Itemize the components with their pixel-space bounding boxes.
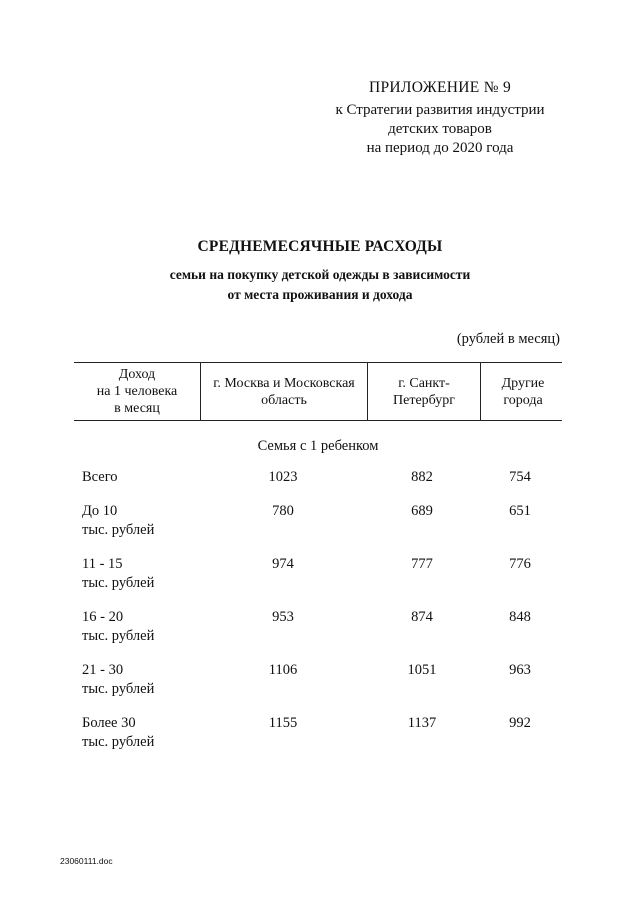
cell-spb: 1137 bbox=[407, 715, 437, 731]
table-row bbox=[74, 555, 562, 593]
row-label bbox=[74, 661, 200, 699]
row-label-line-1: До 10 bbox=[82, 503, 118, 519]
row-label-line-2: тыс. рублей bbox=[82, 575, 155, 591]
header-moscow bbox=[200, 363, 367, 420]
cell-spb: 777 bbox=[411, 556, 433, 572]
cell-other: 963 bbox=[509, 662, 531, 678]
header-other-line-1: Другие bbox=[501, 375, 545, 391]
row-label-line-2: тыс. рублей bbox=[82, 628, 155, 644]
header-other bbox=[480, 363, 565, 420]
row-label-line-1: Всего bbox=[82, 469, 118, 485]
row-label-line-2: тыс. рублей bbox=[82, 522, 155, 538]
cell-other: 651 bbox=[509, 503, 531, 519]
header-other-line-2: города bbox=[503, 392, 543, 408]
row-label-line-1: 11 - 15 bbox=[82, 556, 123, 572]
header-spb-line-1: г. Санкт- bbox=[398, 375, 450, 391]
cell-moscow: 974 bbox=[272, 556, 294, 572]
cell-other: 776 bbox=[509, 556, 531, 572]
cell-spb: 1051 bbox=[407, 662, 437, 678]
row-label-line-2: тыс. рублей bbox=[82, 681, 155, 697]
table-row bbox=[74, 502, 562, 540]
table-row bbox=[74, 661, 562, 699]
table-row bbox=[74, 608, 562, 646]
cell-other: 848 bbox=[509, 609, 531, 625]
document-subtitle-line-2: от места проживания и дохода bbox=[227, 287, 413, 302]
cell-moscow: 780 bbox=[272, 503, 294, 519]
table-row bbox=[74, 714, 562, 752]
row-label bbox=[74, 608, 200, 646]
row-label-line-1: Более 30 bbox=[82, 715, 136, 731]
group-label: Семья с 1 ребенком bbox=[257, 438, 379, 454]
row-label bbox=[74, 714, 200, 752]
row-label-line-1: 16 - 20 bbox=[82, 609, 124, 625]
cell-other: 992 bbox=[509, 715, 531, 731]
header-moscow-line-2: область bbox=[261, 392, 307, 408]
row-label-line-1: 21 - 30 bbox=[82, 662, 124, 678]
appendix-line-1: к Стратегии развития индустрии bbox=[335, 102, 545, 118]
file-name-footer: 23060111.doc bbox=[60, 856, 113, 866]
appendix-title: ПРИЛОЖЕНИЕ № 9 bbox=[368, 79, 512, 96]
row-label-line-2: тыс. рублей bbox=[82, 734, 155, 750]
document-subtitle bbox=[60, 265, 580, 305]
cell-spb: 874 bbox=[411, 609, 433, 625]
cell-moscow: 953 bbox=[272, 609, 294, 625]
header-income bbox=[74, 363, 200, 420]
row-label bbox=[74, 502, 200, 540]
cell-moscow: 1155 bbox=[268, 715, 298, 731]
row-label bbox=[74, 468, 200, 487]
document-heading bbox=[60, 238, 580, 305]
appendix-line-3: на период до 2020 года bbox=[366, 140, 514, 156]
document-subtitle-line-1: семьи на покупку детской одежды в зависимости bbox=[169, 267, 471, 282]
cell-moscow: 1106 bbox=[268, 662, 298, 678]
table-row bbox=[74, 468, 562, 487]
cell-moscow: 1023 bbox=[268, 469, 298, 485]
appendix-line-2: детских товаров bbox=[388, 121, 492, 137]
table-header bbox=[74, 362, 562, 421]
cell-spb: 689 bbox=[411, 503, 433, 519]
header-income-line-3: в месяц bbox=[114, 401, 160, 416]
document-title: СРЕДНЕМЕСЯЧНЫЕ РАСХОДЫ bbox=[197, 238, 443, 255]
header-spb bbox=[367, 363, 480, 420]
expenses-table bbox=[74, 362, 562, 767]
row-label bbox=[74, 555, 200, 593]
header-moscow-line-1: г. Москва и Московская bbox=[213, 375, 355, 391]
header-income-line-2: на 1 человека bbox=[96, 384, 178, 399]
header-spb-line-2: Петербург bbox=[393, 392, 455, 408]
cell-other: 754 bbox=[509, 469, 531, 485]
cell-spb: 882 bbox=[411, 469, 433, 485]
units-note: (рублей в месяц) bbox=[456, 331, 560, 347]
header-income-line-1: Доход bbox=[118, 367, 156, 382]
appendix-block bbox=[300, 78, 580, 158]
